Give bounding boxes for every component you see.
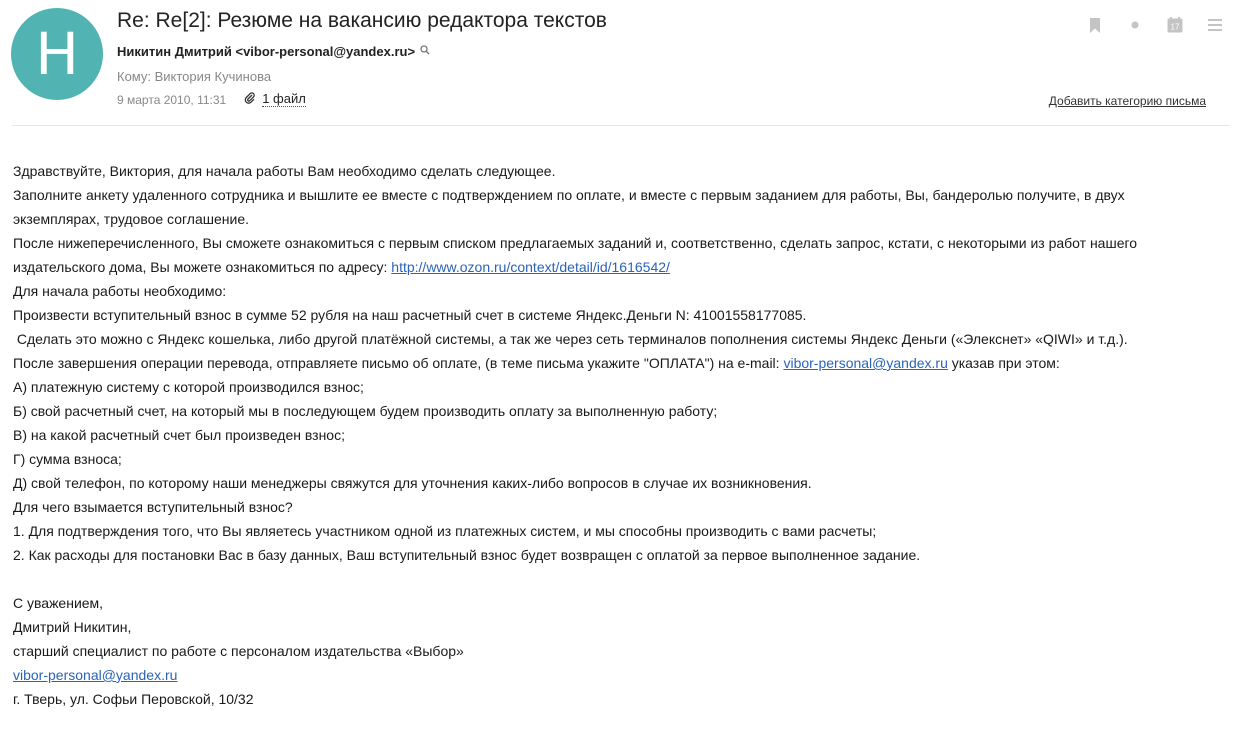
spacer xyxy=(13,567,1228,591)
body-line: Сделать это можно с Яндекс кошелька, либо другой платёжной системы, а так же через сеть терминалов пополнения системы Яндекс Деньги («Элекснет» «QIWI» и т.д.). xyxy=(13,331,1128,347)
email-link[interactable]: vibor-personal@yandex.ru xyxy=(783,355,948,371)
body-text: издательского дома, Вы можете ознакомиться по адресу: xyxy=(13,259,392,275)
email-date: 9 марта 2010, 11:31 xyxy=(117,92,227,107)
header-divider xyxy=(12,125,1230,126)
email-meta xyxy=(117,92,306,107)
sender-name[interactable]: Никитин Дмитрий <vibor-personal@yandex.ru> xyxy=(117,44,416,59)
sender-avatar: Н xyxy=(11,8,103,100)
body-text: указав при этом: xyxy=(947,355,1060,371)
calendar-icon[interactable] xyxy=(1166,16,1184,34)
body-line: После нижеперечисленного, Вы сможете ознакомиться с первым списком предлагаемых заданий и, соответственно, сделать запрос, кстати, с некоторыми из работ нашего xyxy=(13,235,1138,251)
toolbar-icons xyxy=(1086,16,1224,34)
bookmark-icon[interactable] xyxy=(1086,16,1104,34)
body-line: Здравствуйте, Виктория, для начала работы Вам необходимо сделать следующее. xyxy=(13,163,556,179)
email-body xyxy=(13,159,1228,711)
attachments-link[interactable]: 1 файл xyxy=(262,91,306,106)
body-line: В) на какой расчетный счет был произведен взнос; xyxy=(13,427,345,443)
body-line: Для чего взымается вступительный взнос? xyxy=(13,499,293,515)
body-line xyxy=(13,255,1228,279)
body-line: 1. Для подтверждения того, что Вы являетесь участником одной из платежных систем, и мы способны производить с вами расчеты; xyxy=(13,523,877,539)
signature-email-link[interactable]: vibor-personal@yandex.ru xyxy=(13,667,178,683)
signature-line: С уважением, xyxy=(13,595,104,611)
signature-line: Дмитрий Никитин, xyxy=(13,619,132,635)
body-line: экземплярах, трудовое соглашение. xyxy=(13,211,249,227)
body-line: Заполните анкету удаленного сотрудника и вышлите ее вместе с подтверждением по оплате, и вместе с первым заданием для работы, Вы, бандеролью получите, в двух xyxy=(13,187,1125,203)
body-line: Для начала работы необходимо: xyxy=(13,283,227,299)
recipient-line: Кому: Виктория Кучинова xyxy=(117,69,272,84)
dot-icon[interactable] xyxy=(1126,16,1144,34)
body-line: Д) свой телефон, по которому наши менеджеры свяжутся для уточнения каких-либо вопросов в случае их возникновения. xyxy=(13,475,812,491)
body-line: Б) свой расчетный счет, на который мы в последующем будем производить оплату за выполненную работу; xyxy=(13,403,718,419)
body-line: Произвести вступительный взнос в сумме 52 рубля на наш расчетный счет в системе Яндекс.Деньги N: 41001558177085. xyxy=(13,307,807,323)
body-text: После завершения операции перевода, отправляете письмо об оплате, (в теме письма укажите "ОПЛАТА") на e-mail: xyxy=(13,355,784,371)
calendar-day: 17 xyxy=(1170,22,1180,32)
email-subject: Re: Re[2]: Резюме на вакансию редактора текстов xyxy=(117,9,607,32)
signature-line: г. Тверь, ул. Софьи Перовской, 10/32 xyxy=(13,691,254,707)
ozon-link[interactable]: http://www.ozon.ru/context/detail/id/1616542/ xyxy=(391,259,670,275)
signature-line xyxy=(13,663,1228,687)
add-category-link[interactable]: Добавить категорию письма xyxy=(1048,94,1206,108)
search-icon[interactable] xyxy=(420,45,430,58)
body-line: Г) сумма взноса; xyxy=(13,451,122,467)
paperclip-icon[interactable] xyxy=(244,92,256,107)
sender-line[interactable] xyxy=(117,44,430,59)
body-line xyxy=(13,351,1228,375)
menu-icon[interactable] xyxy=(1206,16,1224,34)
body-line: 2. Как расходы для постановки Вас в базу данных, Ваш вступительный взнос будет возвращен с оплатой за первое выполненное задание. xyxy=(13,547,921,563)
body-line: А) платежную систему с которой производился взнос; xyxy=(13,379,364,395)
signature-line: старший специалист по работе с персоналом издательства «Выбор» xyxy=(13,643,464,659)
